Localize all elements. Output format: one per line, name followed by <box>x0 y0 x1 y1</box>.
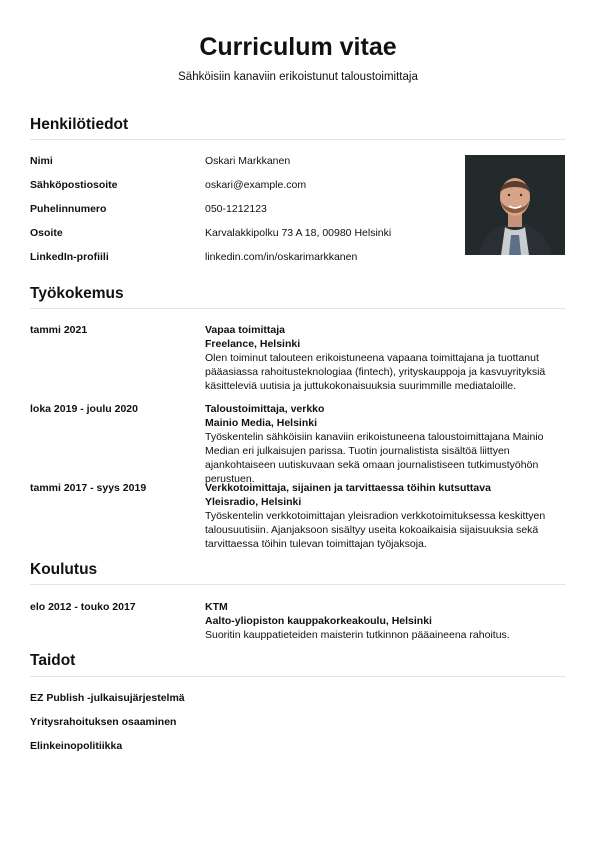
page-subtitle: Sähköisiin kanaviin erikoistunut taloustoimittaja <box>178 71 418 83</box>
field-label: Osoite <box>30 227 63 239</box>
entry-body <box>205 402 566 486</box>
field-value: Karvalakkipolku 73 A 18, 00980 Helsinki <box>205 227 392 239</box>
section-heading-skills: Taidot <box>30 652 76 669</box>
entry-description: Olen toiminut talouteen erikoistuneena vapaana toimittajana ja tuottanut pääasiassa rahoitusteknologiaa (fintech), yrityskauppoja ja kasvuyrityksiä käsitteleviä uutisia ja juttukokonaisuuksia suurimmille mediataloille. <box>205 352 546 392</box>
entry-body <box>205 323 566 393</box>
entry-school: Aalto-yliopiston kauppakorkeakoulu, Helsinki <box>205 615 432 627</box>
entry-role: Taloustoimittaja, verkko <box>205 403 325 415</box>
entry-description: Työskentelin verkkotoimittajan yleisradion verkkotoimituksessa keskittyen talousuutisiin. Ajanjaksoon sisältyy useita kokoaikaisia sijaisuuksia sekä tarvittaessa töihin tulevan toimittajan työjaksoja. <box>205 510 546 550</box>
field-value: linkedin.com/in/oskarimarkkanen <box>205 251 358 263</box>
field-label: Nimi <box>30 155 53 167</box>
skill-item: Elinkeinopolitiikka <box>30 740 123 752</box>
entry-date: loka 2019 - joulu 2020 <box>30 403 138 415</box>
section-divider <box>30 584 566 585</box>
field-value: oskari@example.com <box>205 179 307 191</box>
section-divider <box>30 308 566 309</box>
entry-description: Työskentelin sähköisiin kanaviin erikoistuneena taloustoimittajana Mainio Median eri julkaisujen parissa. Tuotin journalistista sisältöä liittyen ajankohtaiseen uutiskuvaan sekä omaan journalistiseen tutkimustyöhön perustuen. <box>205 431 544 485</box>
entry-body <box>205 481 566 551</box>
entry-date: elo 2012 - touko 2017 <box>30 601 136 613</box>
entry-degree: KTM <box>205 601 228 613</box>
entry-body <box>205 600 566 642</box>
page-title: Curriculum vitae <box>199 33 397 61</box>
field-value: Oskari Markkanen <box>205 155 291 167</box>
section-heading-work: Työkokemus <box>30 285 124 302</box>
entry-description: Suoritin kauppatieteiden maisterin tutkinnon pääaineena rahoitus. <box>205 629 510 641</box>
entry-role: Verkkotoimittaja, sijainen ja tarvittaessa töihin kutsuttava <box>205 482 491 494</box>
skill-item: EZ Publish -julkaisujärjestelmä <box>30 692 185 704</box>
profile-photo-image <box>465 155 565 255</box>
profile-photo <box>465 155 565 255</box>
section-divider <box>30 139 566 140</box>
entry-organization: Mainio Media, Helsinki <box>205 417 318 429</box>
skill-item: Yritysrahoituksen osaaminen <box>30 716 177 728</box>
entry-organization: Freelance, Helsinki <box>205 338 301 350</box>
section-heading-education: Koulutus <box>30 561 98 578</box>
field-label: Puhelinnumero <box>30 203 107 215</box>
section-heading-personal: Henkilötiedot <box>30 116 129 133</box>
entry-organization: Yleisradio, Helsinki <box>205 496 302 508</box>
entry-date: tammi 2021 <box>30 324 88 336</box>
entry-role: Vapaa toimittaja <box>205 324 285 336</box>
field-label: Sähköpostiosoite <box>30 179 118 191</box>
entry-date: tammi 2017 - syys 2019 <box>30 482 147 494</box>
field-label: LinkedIn-profiili <box>30 251 109 263</box>
section-divider <box>30 676 566 677</box>
field-value: 050-1212123 <box>205 203 267 215</box>
